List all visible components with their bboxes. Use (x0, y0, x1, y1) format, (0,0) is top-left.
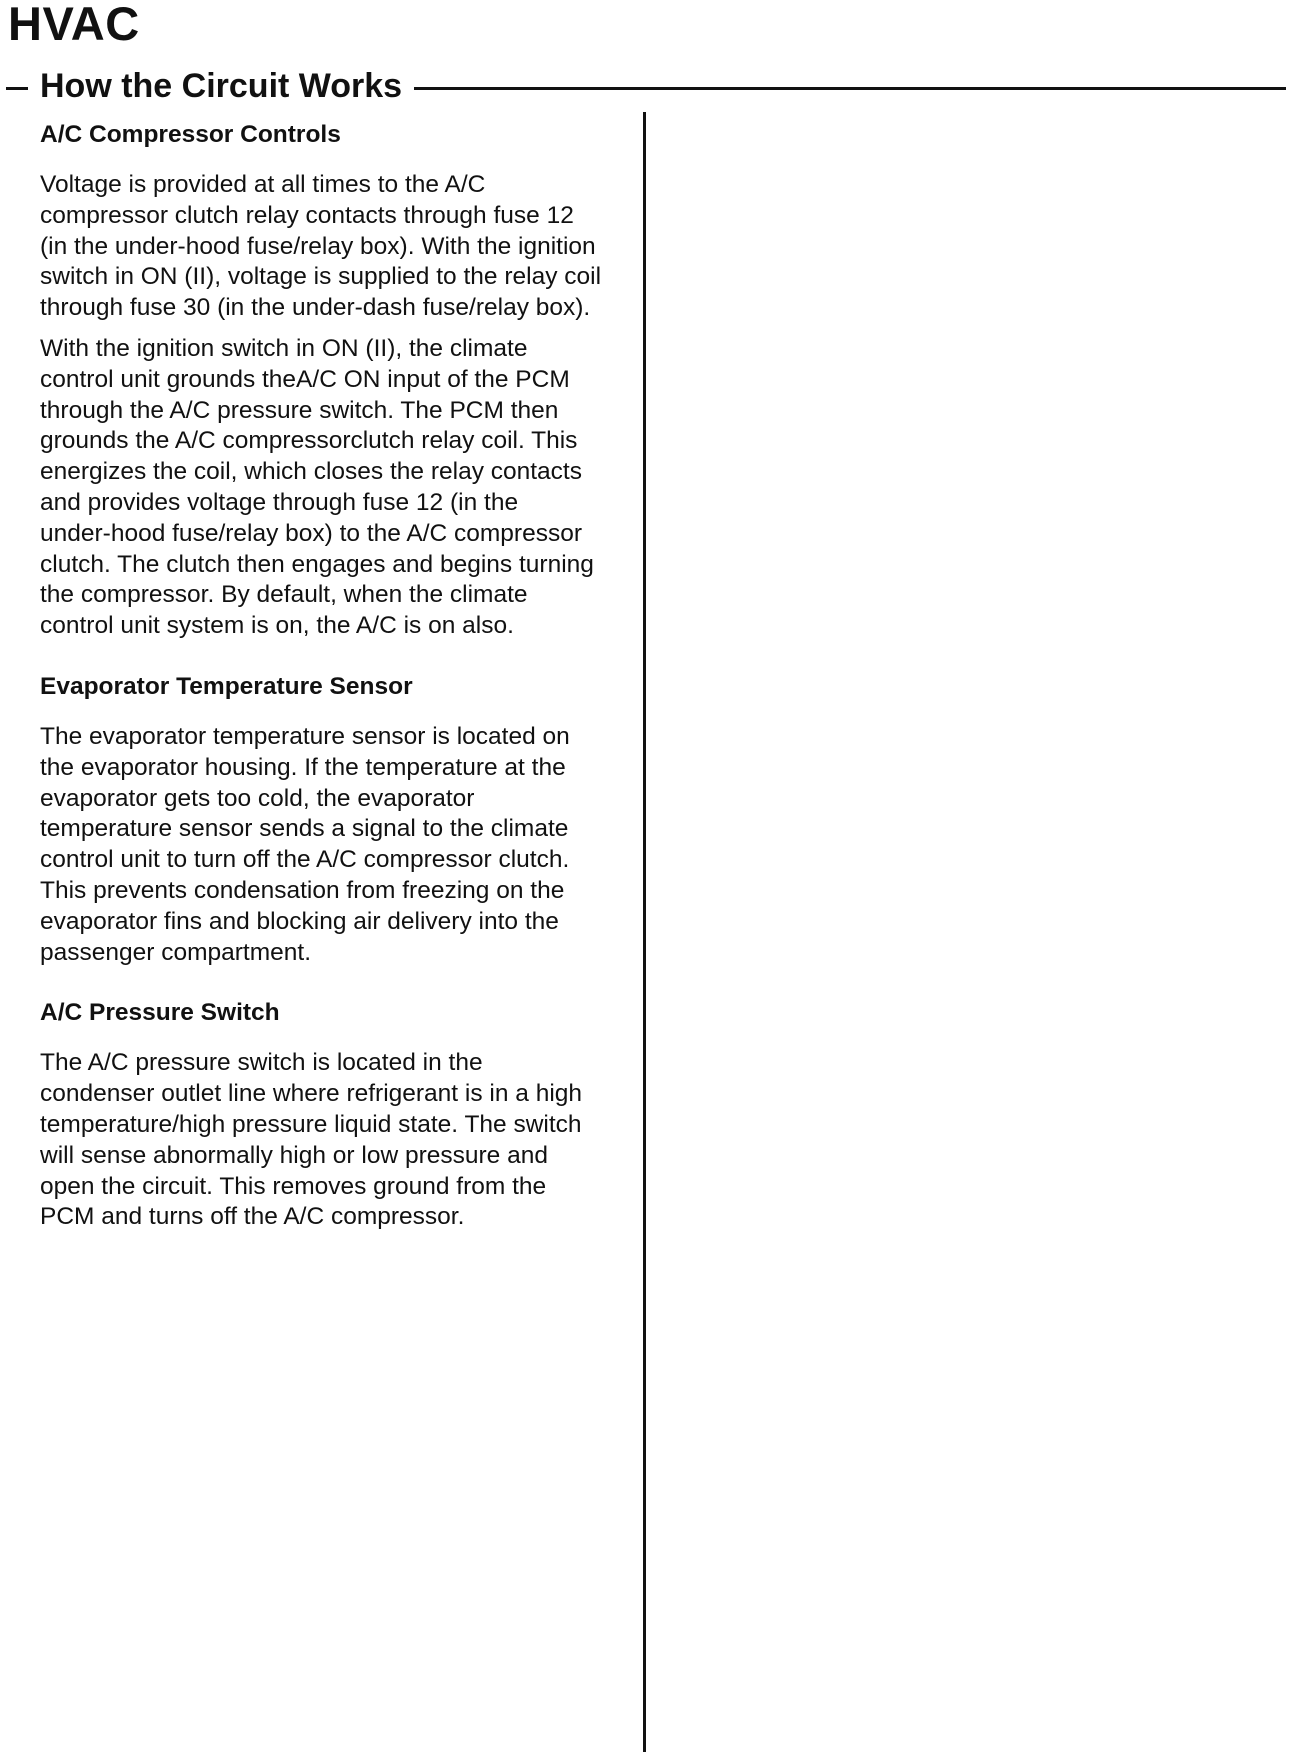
text-line: temperature/high pressure liquid state. The switch (40, 1110, 582, 1138)
text-line: control unit grounds theA/C ON input of the PCM (40, 365, 570, 393)
left-column (40, 118, 630, 1233)
subheading-ac-compressor-controls: A/C Compressor Controls (40, 121, 341, 148)
text-line: switch in ON (II), voltage is supplied to the relay coil (40, 263, 602, 291)
text-line: evaporator gets too cold, the evaporator (40, 784, 475, 812)
paragraph (40, 170, 630, 324)
section-title: How the Circuit Works (40, 66, 403, 105)
text-line: through fuse 30 (in the under-dash fuse/relay box). (40, 294, 591, 322)
text-line: evaporator fins and blocking air delivery into the (40, 907, 559, 935)
text-line: energizes the coil, which closes the relay contacts (40, 458, 582, 486)
text-line: control unit to turn off the A/C compressor clutch. (40, 846, 570, 874)
text-line: control unit system is on, the A/C is on also. (40, 612, 514, 640)
text-line: clutch. The clutch then engages and begins turning (40, 550, 594, 578)
paragraph (40, 722, 630, 968)
text-line: passenger compartment. (40, 938, 311, 966)
text-line: The evaporator temperature sensor is located on (40, 722, 570, 750)
text-line: through the A/C pressure switch. The PCM then (40, 396, 559, 424)
text-line: PCM and turns off the A/C compressor. (40, 1203, 465, 1231)
paragraph (40, 334, 630, 642)
text-line: Voltage is provided at all times to the A/C (40, 171, 486, 198)
text-line: grounds the A/C compressorclutch relay coil. This (40, 427, 578, 455)
subheading-evaporator-temperature-sensor: Evaporator Temperature Sensor (40, 672, 413, 700)
text-line: and provides voltage through fuse 12 (in the (40, 488, 519, 516)
text-line: The A/C pressure switch is located in the (40, 1049, 483, 1077)
paragraph (40, 1048, 630, 1233)
text-line: under-hood fuse/relay box) to the A/C compressor (40, 519, 583, 547)
text-line: condenser outlet line where refrigerant is in a high (40, 1080, 583, 1108)
section-ac-pressure-switch (40, 996, 630, 1233)
text-line: will sense abnormally high or low pressure and (40, 1141, 548, 1169)
text-line: compressor clutch relay contacts through fuse 12 (40, 201, 574, 229)
section-rule (414, 87, 1286, 90)
text-line: open the circuit. This removes ground from the (40, 1172, 547, 1200)
text-line: the evaporator housing. If the temperature at the (40, 753, 566, 781)
section-dash (6, 87, 28, 90)
page-title: HVAC (8, 0, 140, 50)
text-line: (in the under-hood fuse/relay box). With the ignition (40, 232, 596, 260)
text-line: the compressor. By default, when the climate (40, 581, 528, 609)
subheading-ac-pressure-switch: A/C Pressure Switch (40, 999, 280, 1027)
text-line: This prevents condensation from freezing on the (40, 876, 565, 904)
section-evaporator-temperature-sensor (40, 670, 630, 968)
section-ac-compressor-controls (40, 118, 630, 642)
text-line: With the ignition switch in ON (II), the climate (40, 334, 528, 362)
text-line: temperature sensor sends a signal to the climate (40, 815, 569, 843)
column-divider (643, 112, 646, 1752)
section-header (6, 64, 1286, 108)
